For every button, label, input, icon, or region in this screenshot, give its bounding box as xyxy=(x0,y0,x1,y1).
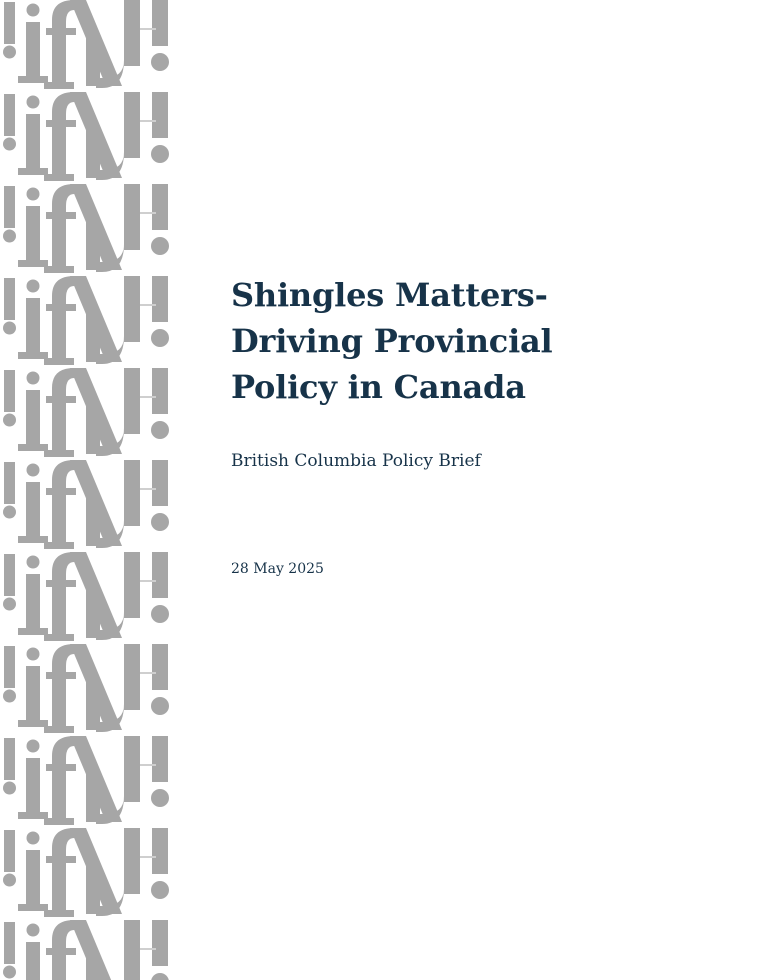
monogram-tile xyxy=(3,552,169,641)
cover-content xyxy=(231,272,731,577)
monogram-tile xyxy=(3,276,169,365)
title-line-2: Driving Provincial xyxy=(231,322,553,360)
monogram-tile xyxy=(3,368,169,457)
monogram-tile xyxy=(3,0,169,89)
document-date: 28 May 2025 xyxy=(231,561,324,577)
document-title xyxy=(231,272,731,410)
monogram-tile xyxy=(3,644,169,733)
monogram-tile xyxy=(3,828,169,917)
monogram-side-pattern xyxy=(0,0,178,980)
monogram-tile xyxy=(3,460,169,549)
title-line-1: Shingles Matters- xyxy=(231,276,548,314)
monogram-tile xyxy=(3,184,169,273)
monogram-tile xyxy=(3,92,169,181)
document-subtitle: British Columbia Policy Brief xyxy=(231,451,481,471)
title-line-3: Policy in Canada xyxy=(231,368,526,406)
monogram-tile xyxy=(3,736,169,825)
monogram-tile xyxy=(3,920,169,980)
